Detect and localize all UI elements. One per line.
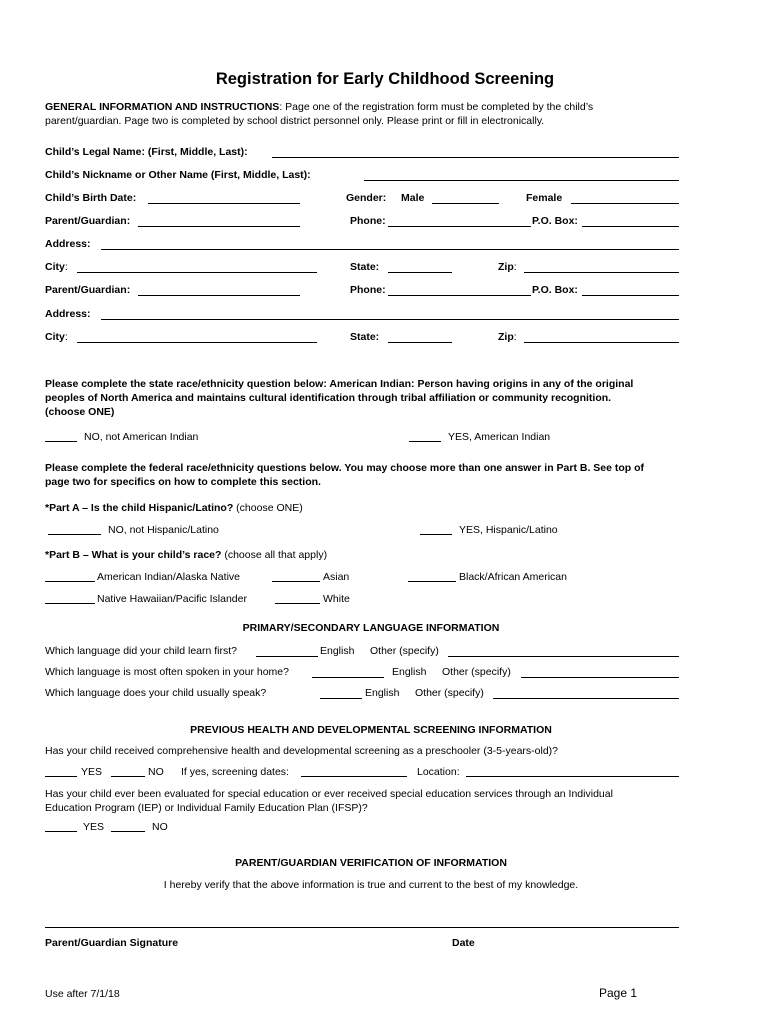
male-field[interactable] <box>432 203 499 204</box>
signature-line[interactable] <box>45 927 679 928</box>
city-2-label: City: <box>45 331 68 343</box>
asian-blank[interactable] <box>272 581 320 582</box>
first-language-english-blank[interactable] <box>256 656 318 657</box>
po-box-2-field[interactable] <box>582 295 679 296</box>
page-title: Registration for Early Childhood Screening <box>215 70 555 88</box>
special-ed-no-label: NO <box>152 821 168 833</box>
special-education-question: Has your child ever been evaluated for special education or ever received special education services through an Individual Education Program (IEP) or Individual Family Education Plan (IFSP)? <box>45 788 613 814</box>
phone-2-field[interactable] <box>388 295 531 296</box>
first-language-question: Which language did your child learn first? <box>45 645 238 657</box>
parent-guardian-2-label: Parent/Guardian: <box>45 284 131 296</box>
nickname-field[interactable] <box>364 180 679 181</box>
legal-name-field[interactable] <box>272 157 679 158</box>
home-language-english-blank[interactable] <box>312 677 384 678</box>
legal-name-label: Child’s Legal Name: (First, Middle, Last): <box>45 146 248 158</box>
zip-1-field[interactable] <box>524 272 679 273</box>
first-language-english-label: English <box>320 645 355 657</box>
birth-date-field[interactable] <box>148 203 300 204</box>
address-2-label: Address: <box>45 308 91 320</box>
home-language-other-field[interactable] <box>521 677 679 678</box>
male-label: Male <box>401 192 425 204</box>
parent-guardian-1-label: Parent/Guardian: <box>45 215 131 227</box>
american-indian-alaska-native-blank[interactable] <box>45 581 95 582</box>
yes-hispanic-label: YES, Hispanic/Latino <box>459 524 558 536</box>
city-2-field[interactable] <box>77 342 317 343</box>
first-language-other-label: Other (specify) <box>370 645 439 657</box>
white-label: White <box>323 593 350 605</box>
home-language-other-label: Other (specify) <box>442 666 511 678</box>
nickname-label: Child’s Nickname or Other Name (First, Middle, Last): <box>45 169 311 181</box>
state-race-instructions: Please complete the state race/ethnicity question below: American Indian: Person having origins in any of the original peoples of North America and maintains cultural identification through tribal affiliation or community recognition. (choose ONE) <box>45 378 634 418</box>
part-b-question: *Part B – What is your child’s race? (choose all that apply) <box>45 549 328 561</box>
first-language-other-field[interactable] <box>448 656 679 657</box>
white-blank[interactable] <box>275 603 320 604</box>
home-language-question: Which language is most often spoken in your home? <box>45 666 289 678</box>
zip-1-label: Zip: <box>498 261 517 273</box>
special-ed-yes-blank[interactable] <box>45 831 77 832</box>
city-1-label: City: <box>45 261 68 273</box>
verification-heading: PARENT/GUARDIAN VERIFICATION OF INFORMATION <box>235 857 507 869</box>
instructions-text-1: : Page one of the registration form must be completed by the child’s <box>279 101 594 113</box>
state-2-field[interactable] <box>388 342 452 343</box>
home-language-english-label: English <box>392 666 427 678</box>
signature-label: Parent/Guardian Signature <box>45 937 179 949</box>
special-ed-yes-label: YES <box>83 821 105 833</box>
city-1-field[interactable] <box>77 272 317 273</box>
native-hawaiian-blank[interactable] <box>45 603 95 604</box>
parent-guardian-1-field[interactable] <box>138 226 300 227</box>
use-after-note: Use after 7/1/18 <box>45 988 120 1000</box>
zip-2-label: Zip: <box>498 331 517 343</box>
date-label: Date <box>452 937 475 949</box>
po-box-1-label: P.O. Box: <box>532 215 578 227</box>
black-african-american-label: Black/African American <box>459 571 567 583</box>
state-2-label: State: <box>350 331 380 343</box>
yes-hispanic-blank[interactable] <box>420 534 452 535</box>
part-a-question: *Part A – Is the child Hispanic/Latino? (choose ONE) <box>45 502 303 514</box>
phone-1-field[interactable] <box>388 226 531 227</box>
special-ed-no-blank[interactable] <box>111 831 145 832</box>
instructions-heading: GENERAL INFORMATION AND INSTRUCTIONS <box>45 101 280 113</box>
screening-location-label: Location: <box>417 766 460 778</box>
birth-date-label: Child’s Birth Date: <box>45 192 137 204</box>
language-heading: PRIMARY/SECONDARY LANGUAGE INFORMATION <box>242 622 500 634</box>
black-african-american-blank[interactable] <box>408 581 456 582</box>
screening-location-field[interactable] <box>466 776 679 777</box>
screening-dates-field[interactable] <box>301 776 407 777</box>
page-number: Page 1 <box>599 986 638 1000</box>
yes-american-indian-label: YES, American Indian <box>448 431 551 443</box>
screening-no-label: NO <box>148 766 164 778</box>
usual-language-other-label: Other (specify) <box>415 687 484 699</box>
not-hispanic-label: NO, not Hispanic/Latino <box>108 524 219 536</box>
address-1-label: Address: <box>45 238 91 250</box>
gender-label: Gender: <box>346 192 387 204</box>
phone-2-label: Phone: <box>350 284 386 296</box>
native-hawaiian-label: Native Hawaiian/Pacific Islander <box>97 593 247 605</box>
not-american-indian-label: NO, not American Indian <box>84 431 199 443</box>
po-box-1-field[interactable] <box>582 226 679 227</box>
asian-label: Asian <box>323 571 350 583</box>
federal-race-instructions: Please complete the federal race/ethnicity questions below. You may choose more than one answer in Part B. See top of page two for specifics on how to complete this section. <box>45 462 645 488</box>
screening-yes-blank[interactable] <box>45 776 77 777</box>
verification-text: I hereby verify that the above information is true and current to the best of my knowledge. <box>163 879 579 891</box>
phone-1-label: Phone: <box>350 215 386 227</box>
instructions-text-2: parent/guardian. Page two is completed by school district personnel only. Please print or fill in electronically. <box>45 115 545 127</box>
screening-no-blank[interactable] <box>111 776 145 777</box>
screening-yes-label: YES <box>81 766 103 778</box>
general-instructions <box>45 100 593 128</box>
not-american-indian-blank[interactable] <box>45 441 77 442</box>
usual-language-english-label: English <box>365 687 400 699</box>
state-1-field[interactable] <box>388 272 452 273</box>
address-1-field[interactable] <box>101 249 679 250</box>
address-2-field[interactable] <box>101 319 679 320</box>
po-box-2-label: P.O. Box: <box>532 284 578 296</box>
screening-dates-label: If yes, screening dates: <box>181 766 289 778</box>
screening-question: Has your child received comprehensive health and developmental screening as a preschooler (3-5-years-old)? <box>45 745 559 757</box>
american-indian-alaska-native-label: American Indian/Alaska Native <box>97 571 240 583</box>
not-hispanic-blank[interactable] <box>48 534 101 535</box>
zip-2-field[interactable] <box>524 342 679 343</box>
usual-language-english-blank[interactable] <box>320 698 362 699</box>
state-1-label: State: <box>350 261 380 273</box>
usual-language-question: Which language does your child usually speak? <box>45 687 267 699</box>
yes-american-indian-blank[interactable] <box>409 441 441 442</box>
female-field[interactable] <box>571 203 679 204</box>
female-label: Female <box>526 192 563 204</box>
parent-guardian-2-field[interactable] <box>138 295 300 296</box>
health-heading: PREVIOUS HEALTH AND DEVELOPMENTAL SCREENING INFORMATION <box>190 724 552 736</box>
usual-language-other-field[interactable] <box>493 698 679 699</box>
